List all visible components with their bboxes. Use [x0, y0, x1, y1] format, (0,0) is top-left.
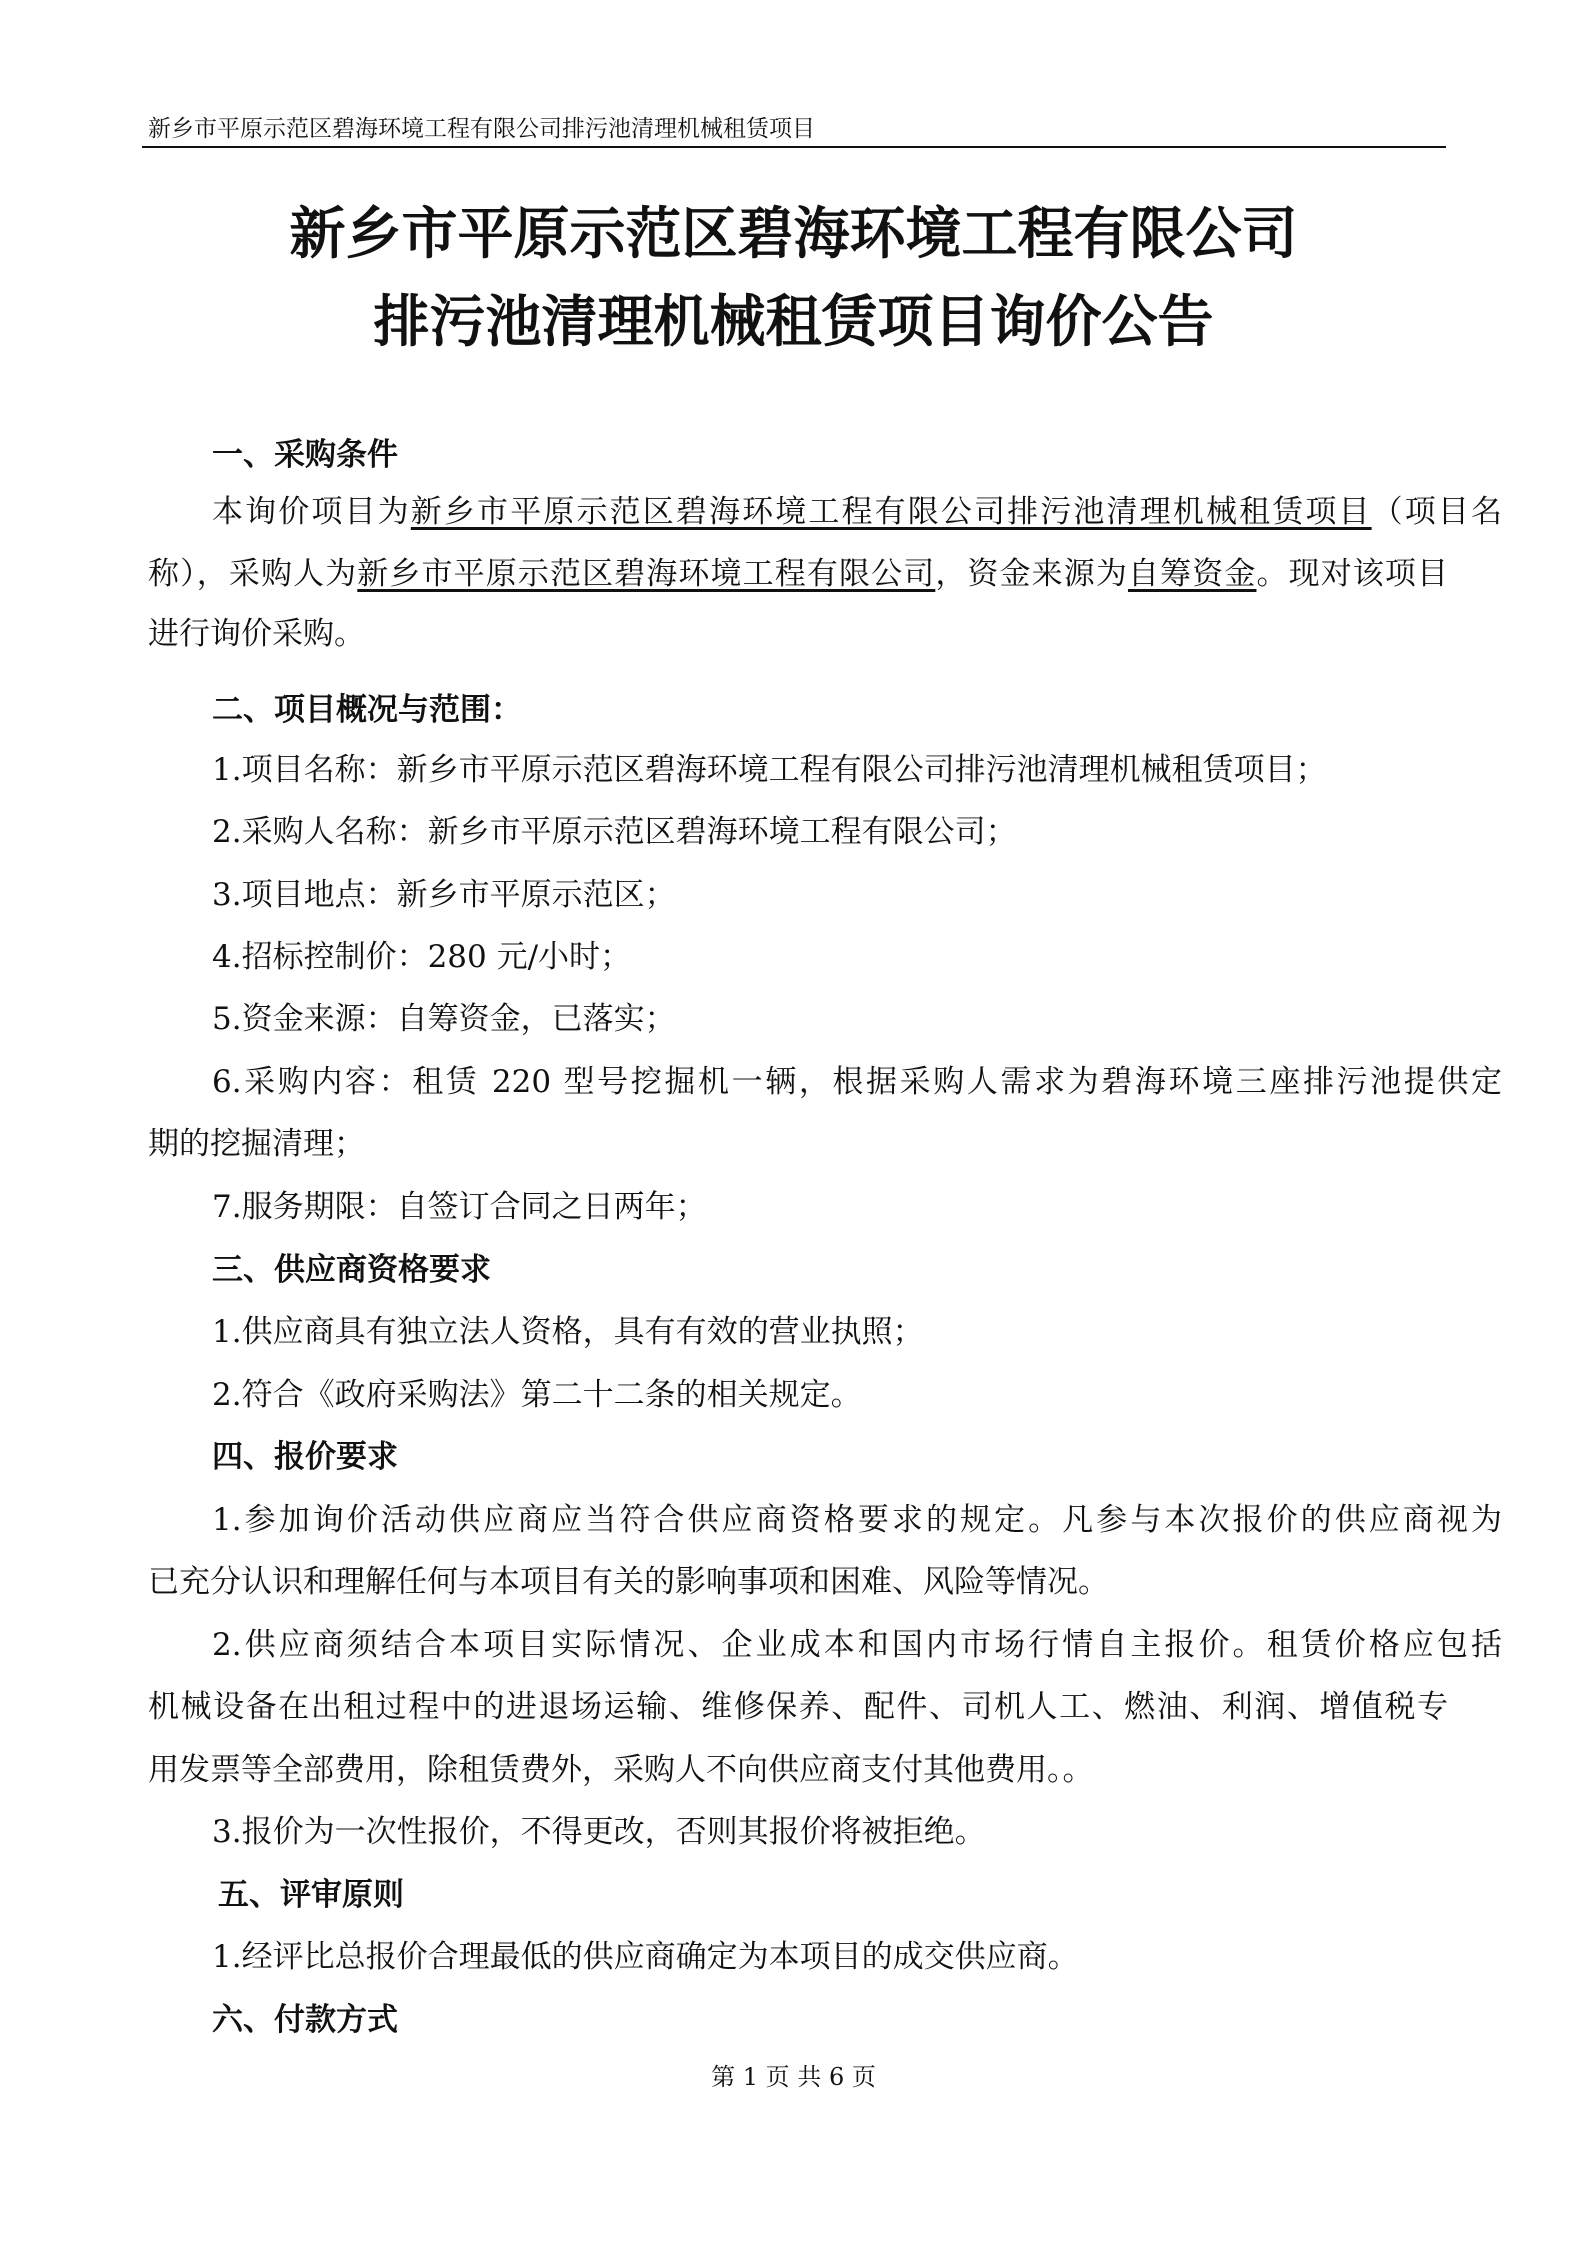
section-4-item-3: 3.报价为一次性报价，不得更改，否则其报价将被拒绝。: [212, 1814, 986, 1850]
section-1-line-2: [148, 554, 1448, 594]
section-3-item-1: 1.供应商具有独立法人资格，具有有效的营业执照；: [212, 1314, 924, 1350]
section-6-heading: 六、付款方式: [212, 2002, 398, 2038]
header-rule: [142, 146, 1446, 148]
section-3-heading: 三、供应商资格要求: [212, 1252, 491, 1288]
section-2-item-4: 4.招标控制价：280 元/小时；: [212, 939, 632, 975]
document-title-line-1: 新乡市平原示范区碧海环境工程有限公司: [289, 202, 1298, 267]
section-4-item-2-line-2: 机械设备在出租过程中的进退场运输、维修保养、配件、司机人工、燃油、利润、增值税专: [148, 1689, 1448, 1725]
section-4-heading: 四、报价要求: [212, 1439, 398, 1475]
section-1-line-1: [212, 492, 1502, 532]
section-1-line-3: 进行询价采购。: [148, 616, 365, 652]
section-4-item-2-line-1: 2.供应商须结合本项目实际情况、企业成本和国内市场行情自主报价。租赁价格应包括: [212, 1627, 1502, 1663]
purchaser-underlined: 新乡市平原示范区碧海环境工程有限公司: [357, 556, 936, 592]
section-2-item-7: 7.服务期限：自签订合同之日两年；: [212, 1189, 707, 1225]
section-4-item-1-line-2: 已充分认识和理解任何与本项目有关的影响事项和困难、风险等情况。: [148, 1564, 1109, 1600]
page-number-footer: 第 1 页 共 6 页: [711, 2063, 876, 2091]
section-1-heading: 一、采购条件: [212, 437, 398, 473]
section-4-item-1-line-1: 1.参加询价活动供应商应当符合供应商资格要求的规定。凡参与本次报价的供应商视为: [212, 1502, 1502, 1538]
text: 本询价项目为: [212, 494, 411, 530]
section-2-item-5: 5.资金来源：自筹资金，已落实；: [212, 1001, 676, 1037]
document-title-line-2: 排污池清理机械租赁项目询价公告: [373, 290, 1214, 355]
section-5-item-1: 1.经评比总报价合理最低的供应商确定为本项目的成交供应商。: [212, 1939, 1079, 1975]
section-2-item-6-line-2: 期的挖掘清理；: [148, 1126, 365, 1162]
text: 称），采购人为: [148, 556, 358, 592]
section-2-item-2: 2.采购人名称：新乡市平原示范区碧海环境工程有限公司；: [212, 814, 1017, 850]
section-5-heading: 五、评审原则: [218, 1877, 404, 1913]
text: （项目名: [1371, 494, 1503, 530]
running-header: 新乡市平原示范区碧海环境工程有限公司排污池清理机械租赁项目: [148, 116, 815, 142]
section-2-item-3: 3.项目地点：新乡市平原示范区；: [212, 877, 676, 913]
section-4-item-2-line-3: 用发票等全部费用，除租赁费外，采购人不向供应商支付其他费用。。: [148, 1752, 1094, 1788]
text: 。现对该项目: [1256, 556, 1449, 592]
section-2-item-6-line-1: 6.采购内容：租赁 220 型号挖掘机一辆，根据采购人需求为碧海环境三座排污池提供定: [212, 1064, 1502, 1100]
section-2-heading: 二、项目概况与范围：: [212, 692, 522, 728]
project-name-underlined: 新乡市平原示范区碧海环境工程有限公司排污池清理机械租赁项目: [410, 494, 1372, 530]
fund-underlined: 自筹资金: [1128, 556, 1257, 592]
section-2-item-1: 1.项目名称：新乡市平原示范区碧海环境工程有限公司排污池清理机械租赁项目；: [212, 752, 1327, 788]
section-3-item-2: 2.符合《政府采购法》第二十二条的相关规定。: [212, 1377, 862, 1413]
text: ，资金来源为: [935, 556, 1129, 592]
